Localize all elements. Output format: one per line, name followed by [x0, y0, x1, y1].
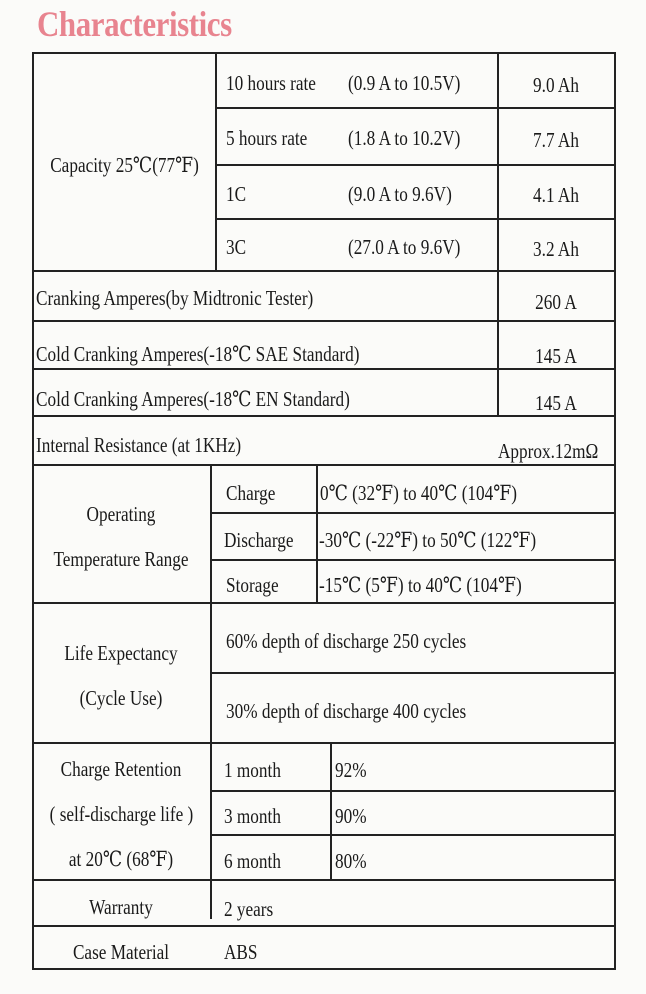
life-row: 30% depth of discharge 400 cycles — [226, 699, 467, 723]
warranty-label: Warranty — [89, 895, 153, 919]
retention-period: 6 month — [224, 849, 281, 873]
operating-range: 0℃ (32℉) to 40℃ (104℉) — [320, 481, 518, 505]
warranty-value: 2 years — [224, 897, 274, 921]
operating-mode: Storage — [226, 573, 279, 597]
operating-label: Temperature Range — [53, 547, 189, 571]
case-material-value: ABS — [224, 940, 258, 964]
capacity-value: 7.7 Ah — [533, 128, 579, 152]
capacity-rate: 10 hours rate — [226, 71, 316, 95]
capacity-condition: (27.0 A to 9.6V) — [348, 235, 461, 259]
cca-en-value: 145 A — [535, 391, 577, 415]
cranking-label: Cranking Amperes(by Midtronic Tester) — [36, 286, 314, 310]
life-label: Life Expectancy — [64, 641, 178, 665]
operating-label: Operating — [86, 502, 156, 526]
capacity-value: 3.2 Ah — [533, 237, 579, 261]
capacity-rate: 5 hours rate — [226, 126, 308, 150]
operating-range: -15℃ (5℉) to 40℃ (104℉) — [319, 573, 522, 597]
capacity-value: 9.0 Ah — [533, 73, 579, 97]
retention-label: ( self-discharge life ) — [49, 802, 194, 826]
operating-range: -30℃ (-22℉) to 50℃ (122℉) — [319, 528, 537, 552]
life-label: (Cycle Use) — [79, 686, 163, 710]
retention-label: at 20℃ (68℉) — [68, 847, 174, 871]
capacity-value: 4.1 Ah — [533, 183, 579, 207]
retention-period: 3 month — [224, 804, 281, 828]
life-row: 60% depth of discharge 250 cycles — [226, 629, 467, 653]
cca-sae-value: 145 A — [535, 344, 577, 368]
resistance-label: Internal Resistance (at 1KHz) — [36, 433, 242, 457]
retention-period: 1 month — [224, 758, 281, 782]
retention-value: 90% — [335, 804, 367, 828]
capacity-condition: (1.8 A to 10.2V) — [348, 126, 461, 150]
resistance-value: Approx.12mΩ — [498, 439, 599, 463]
operating-mode: Discharge — [224, 528, 294, 552]
retention-value: 80% — [335, 849, 367, 873]
cca-en-label: Cold Cranking Amperes(-18℃ EN Standard) — [36, 387, 350, 411]
retention-value: 92% — [335, 758, 367, 782]
case-material-label: Case Material — [72, 940, 170, 964]
retention-label: Charge Retention — [60, 757, 182, 781]
page-title: Characteristics — [37, 4, 232, 44]
capacity-rate: 3C — [226, 235, 247, 259]
capacity-condition: (9.0 A to 9.6V) — [348, 182, 452, 206]
capacity-label: Capacity 25℃(77℉) — [50, 153, 199, 177]
operating-mode: Charge — [226, 481, 276, 505]
capacity-rate: 1C — [226, 182, 247, 206]
cranking-value: 260 A — [535, 290, 577, 314]
capacity-condition: (0.9 A to 10.5V) — [348, 71, 461, 95]
cca-sae-label: Cold Cranking Amperes(-18℃ SAE Standard) — [36, 342, 360, 366]
